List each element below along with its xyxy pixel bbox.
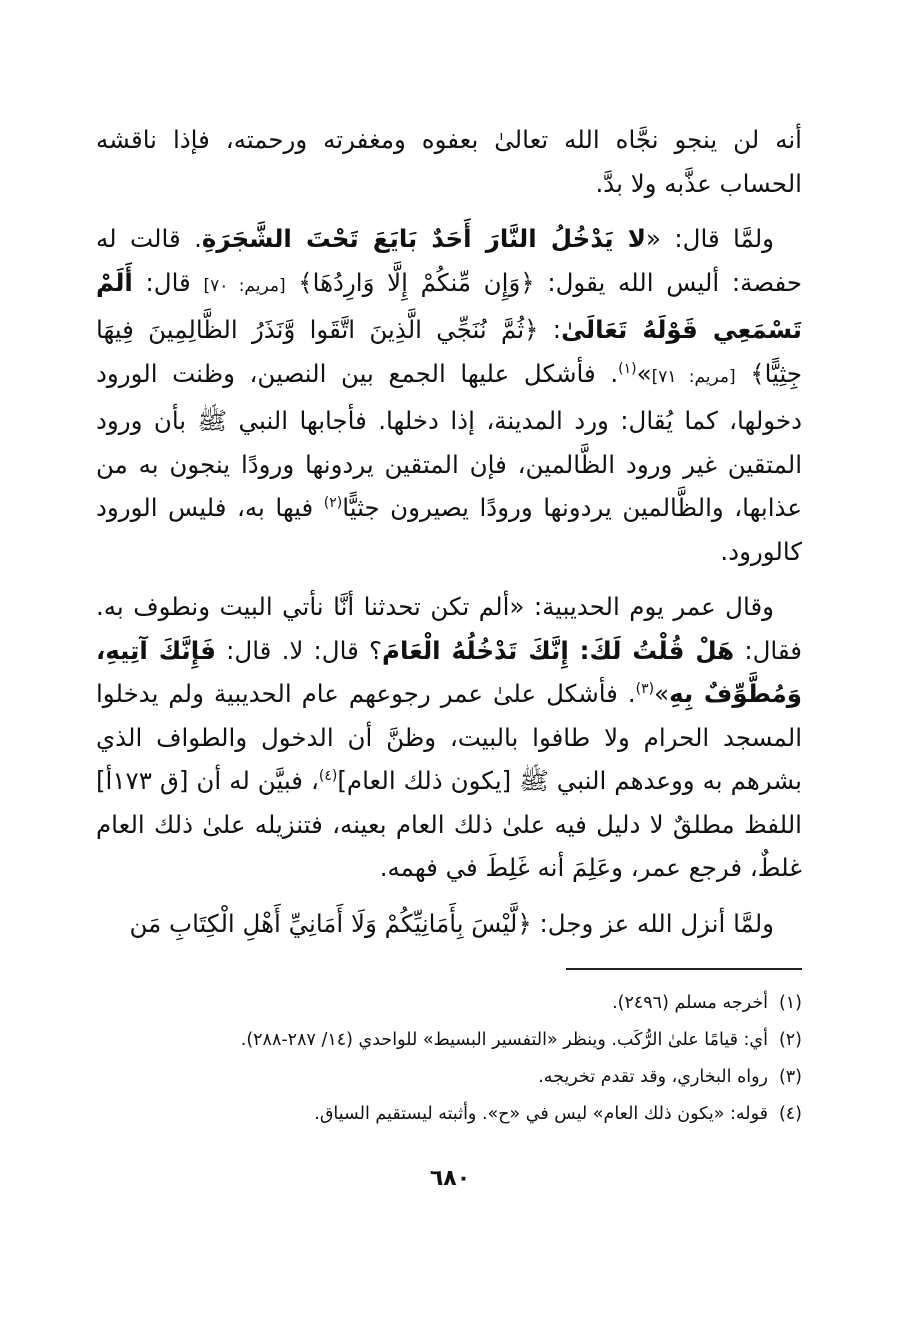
text-segment: قال:: [132, 267, 204, 297]
footnote-text: أي: قيامًا علىٰ الرُّكَب. وينظر «التفسير البسيط» للواحدي (١٤/ ٢٨٧-٢٨٨).: [240, 1030, 768, 1050]
footnote-separator: [566, 968, 802, 970]
paragraph: [96, 118, 802, 205]
paragraph: [96, 585, 802, 890]
hadith-quote: فَإِنَّكَ آتِيهِ، وَمُطَّوِّفٌ بِهِ: [96, 635, 803, 708]
footnote: [96, 1096, 802, 1133]
footnote-text: رواه البخاري، وقد تقدم تخريجه.: [538, 1067, 768, 1087]
footnote: [96, 1022, 802, 1059]
text-segment: . قالت له حفصة: أليس الله يقول: ﴿وَإِن مِّنكُمْ إِلَّا وَارِدُهَا﴾: [96, 224, 803, 297]
footnote-number: (٣): [778, 1067, 802, 1087]
footnote: [96, 985, 802, 1022]
footnote-ref: (٣): [635, 680, 655, 697]
text-segment: ولمَّا قال: «: [646, 224, 774, 253]
main-text: [96, 118, 802, 945]
text-segment: ولمَّا أنزل الله عز وجل: ﴿لَّيْسَ بِأَمَانِيِّكُمْ وَلَا أَمَانِيِّ أَهْلِ الْكِتَابِ مَن: [129, 908, 774, 938]
footnote: [96, 1059, 802, 1096]
text-segment: »: [636, 358, 652, 388]
paragraph: [96, 902, 802, 946]
text-segment: فيها به، فليس الورود كالورود.: [96, 493, 802, 566]
footnote-ref: (١): [618, 360, 637, 377]
verse-citation: [مريم: ٧٠]: [203, 275, 286, 296]
footnote-number: (٢): [778, 1030, 802, 1050]
hadith-quote: لا يَدْخُلُ النَّارَ أَحَدٌ بَايَعَ تَحْتَ الشَّجَرَةِ: [201, 224, 647, 253]
footnote-text: قوله: «يكون ذلك العام» ليس في «ح». وأثبته ليستقيم السياق.: [314, 1104, 768, 1124]
footnote-number: (١): [778, 993, 802, 1013]
footnote-text: أخرجه مسلم (٢٤٩٦).: [612, 993, 768, 1013]
footnotes-list: [96, 985, 802, 1133]
footnote-ref: (٤): [318, 767, 338, 784]
text-segment: . فأشكل عليها الجمع بين النصين، وظنت الورود دخولها، كما يُقال: ورد المدينة، إذا دخلها. فأجابها النبي ﷺ بأن ورود المتقين غير ورود الظَّالمين، فإن المتقين يردونها ورودًا ينجون به من عذابها، والظَّالمين يردونها ورودًا يصيرون جثيًّا: [96, 358, 803, 522]
paragraph: [96, 217, 802, 573]
footnote-number: (٤): [778, 1104, 802, 1124]
text-segment: أنه لن ينجو نجَّاه الله تعالىٰ بعفوه ومغفرته ورحمته، فإذا ناقشه الحساب عذَّبه ولا بدَّ.: [96, 125, 802, 198]
verse-citation: [مريم: ٧١]: [651, 366, 736, 387]
page-body: [96, 118, 802, 957]
text-segment: . فأشكل علىٰ عمر رجوعهم عام الحديبية ولم يدخلوا المسجد الحرام ولا طافوا بالبيت، وظنَّ أن الدخول والطواف الذي بشرهم به ووعدهم النبي ﷺ [يكون ذلك العام]: [96, 679, 802, 795]
footnote-ref: (٢): [323, 494, 343, 511]
hadith-quote: أَلَمْ تَسْمَعِي قَوْلَهُ تَعَالَىٰ: [96, 267, 803, 344]
text-segment: ؟ قال: لا. قال:: [215, 635, 382, 665]
text-segment: : ﴿ثُمَّ نُنَجِّي الَّذِينَ اتَّقَوا وَّنَذَرُ الظَّالِمِينَ فِيهَا جِثِيًّا﴾: [96, 315, 802, 388]
text-segment: »: [654, 679, 670, 708]
hadith-quote: هَلْ قُلْتُ لَكَ: إِنَّكَ تَدْخُلُهُ الْعَامَ: [381, 635, 735, 665]
text-segment: ، فبيَّن له أن [ق ١٧٣أ] اللفظ مطلقٌ لا دليل فيه علىٰ ذلك العام بعينه، فتنزيله علىٰ ذلك العام غلطٌ، فرجع عمر، وعَلِمَ أنه غَلِطَ في فهمه.: [96, 766, 802, 882]
page-number: ٦٨٠: [429, 1166, 471, 1191]
text-segment: وقال عمر يوم الحديبية: «ألم تكن تحدثنا أنَّا نأتي البيت ونطوف به. فقال:: [96, 592, 802, 665]
